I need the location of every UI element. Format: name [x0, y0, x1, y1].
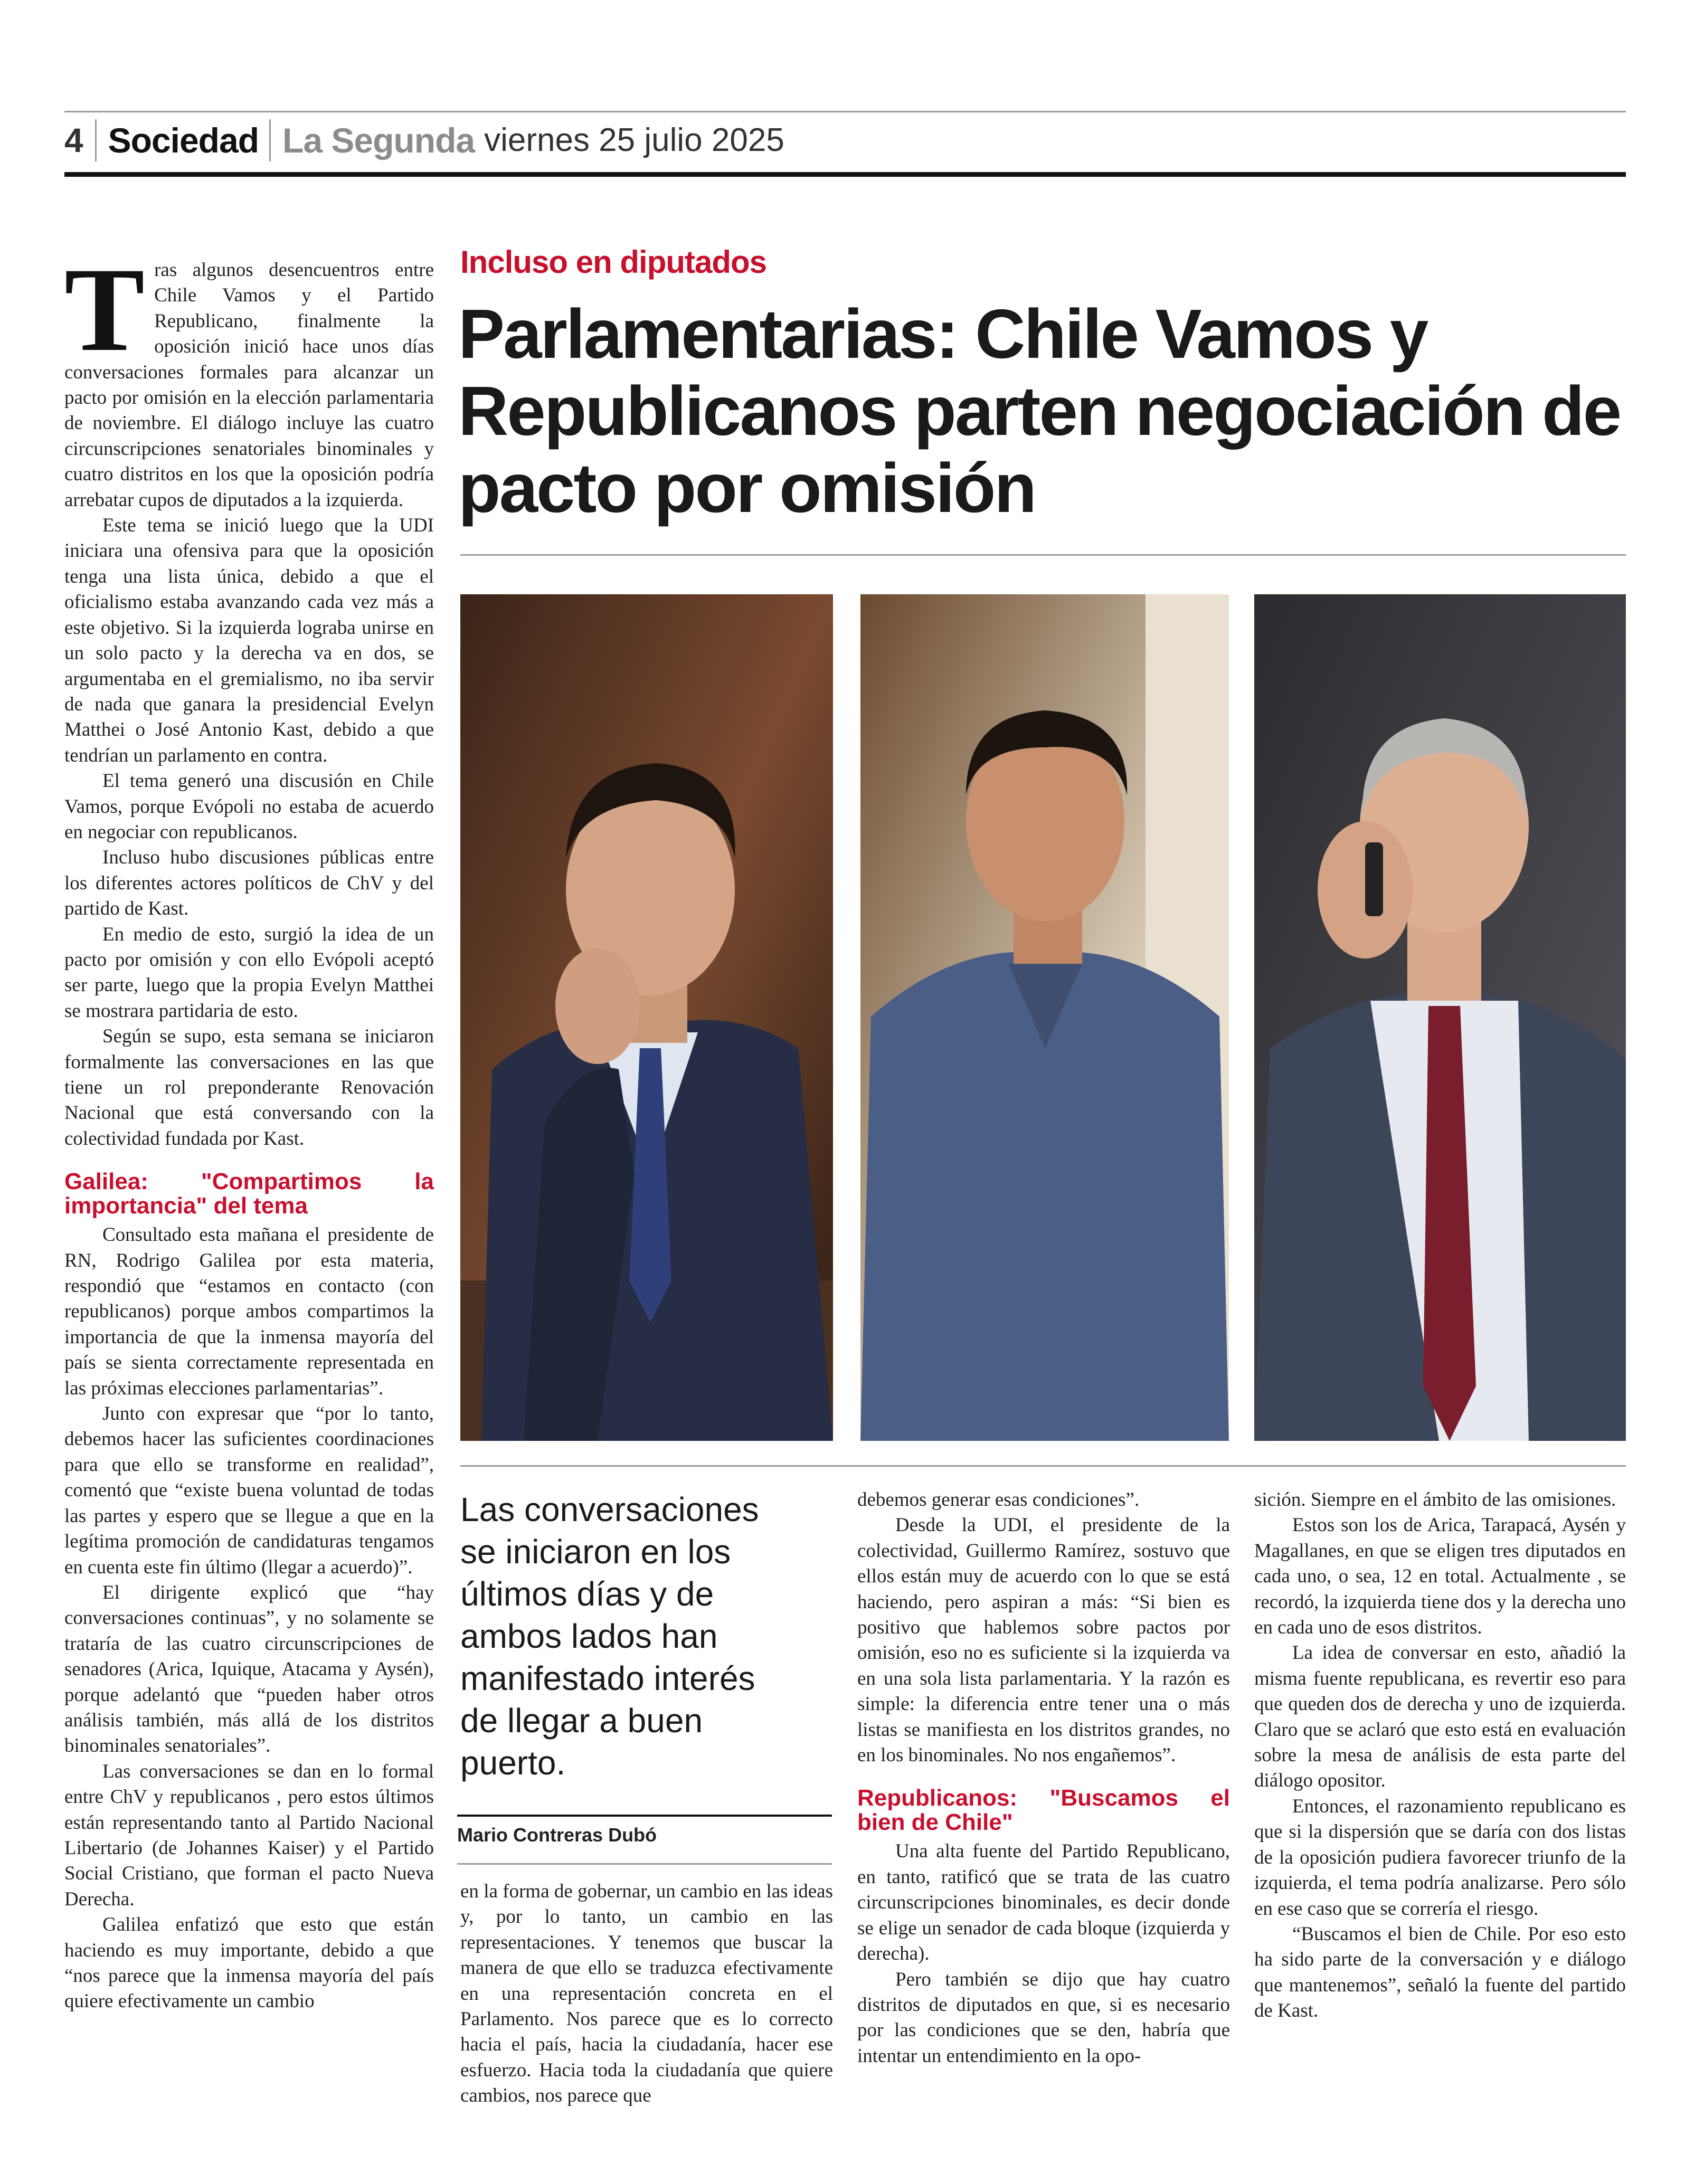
paragraph: Estos son los de Arica, Tarapacá, Aysén y Magallanes, en que se eligen tres diputados en cada uno, o sea, 12 en total. Actualmente , se recordó, la izquierda tiene dos y la derecha uno en cada uno de esos distritos. — [1254, 1514, 1626, 1639]
photo-galilea — [460, 594, 833, 1441]
paragraph: “Buscamos el bien de Chile. Por eso esto ha sido parte de la conversación y e diálogo que mantenemos”, señaló la fuente del partido de Kast. — [1254, 1923, 1626, 2022]
paragraph: El tema generó una discusión en Chile Vamos, porque Evópoli no estaba de acuerdo en negociar con republicanos. — [64, 770, 434, 843]
photo-ramirez — [860, 594, 1229, 1441]
paragraph: Las conversaciones se dan en lo formal entre ChV y republicanos , pero estos últimos están representando tanto al Partido Nacional Libertario (de Johannes Kaiser) y el Partido Social Cristiano, que forman el pacto Nueva Derecha. — [64, 1760, 434, 1910]
photo-bottom-rule — [460, 1465, 1626, 1467]
paragraph: en la forma de gobernar, un cambio en las ideas y, por lo tanto, un cambio en las representaciones. Y tenemos que buscar la manera de que ello se traduzca efectivamente en una representación concreta en el Parlamento. Nos parece que es lo correcto hacia el país, hacia la ciudadanía, hacer ese esfuerzo. Hacia toda la ciudadanía que quiere cambios, nos parece que — [460, 1881, 833, 2107]
byline: Mario Contreras Dubó — [457, 1824, 657, 1846]
publication-date: viernes 25 julio 2025 — [484, 122, 784, 158]
paragraph: La idea de conversar en esto, añadió la misma fuente republicana, es revertir eso para que queden dos de derecha y uno de izquierda. Claro que se aclaró que esto está en evaluación sobre la mesa de análisis de esta parte del diálogo opositor. — [1254, 1642, 1626, 1792]
paragraph: Este tema se inició luego que la UDI iniciara una ofensiva para que la oposición tenga una lista única, debido a que el oficialismo estaba avanzando cada vez más a este objetivo. Si la izquierda lograba unirse en un solo pacto y la derecha va en dos, se argumentaba en el gremialismo, no iba servir de nada que ganara la presidencial Evelyn Matthei o José Antonio Kast, debido a que tendrían un parlamento en contra. — [64, 515, 434, 766]
byline-rule — [457, 1815, 832, 1817]
paragraph: sición. Siempre en el ámbito de las omisiones. — [1254, 1489, 1616, 1511]
article-column-1 — [64, 243, 434, 2015]
pull-quote: Las conversaciones se iniciaron en los últimos días y de ambos lados han manifestado interés de llegar a buen puerto. — [460, 1490, 759, 1782]
subheading-republicanos: Republicanos: "Buscamos el bien de Chile" — [857, 1785, 1230, 1836]
paragraph: Desde la UDI, el presidente de la colectividad, Guillermo Ramírez, sostuvo que ellos están muy de acuerdo con lo que se está haciendo, pero aspiran a más: “Si bien es positivo que hablemos sobre pactos por omisión, eso no es suficiente si la izquierda va en una sola lista parlamentaria. Y la razón es simple: la diferencia entre tener una o más listas se manifiesta en los distritos grandes, no en los binominales. No nos engañemos”. — [857, 1514, 1230, 1767]
paragraph: Según se supo, esta semana se iniciaron formalmente las conversaciones en las que tiene un rol preponderante Renovación Nacional que está conversando con la colectividad fundada por Kast. — [64, 1025, 434, 1150]
headline: Parlamentarias: Chile Vamos y Republicanos parten negociación de pacto por omisión — [458, 295, 1621, 527]
paragraph: Consultado esta mañana el presidente de RN, Rodrigo Galilea por esta materia, respondió que “estamos en contacto (con republicanos) porque ambos compartimos la importancia de que la inmensa mayoría del país se sienta correctamente representada en las próximas elecciones parlamentarias”. — [64, 1224, 434, 1399]
article-column-2 — [460, 1879, 833, 2109]
article-column-4 — [1254, 1487, 1626, 2024]
headline-rule — [460, 554, 1626, 556]
page-number: 4 — [64, 119, 97, 162]
lead-paragraph: Tras algunos desencuentros entre Chile Vamos y el Partido Republicano, finalmente la oposición inició hace unos días conversaciones formales para alcanzar un pacto por omisión en la elección parlamentaria de noviembre. El diálogo incluye las cuatro circunscripciones senatoriales binominales y cuatro distritos en los que la oposición podría arrebatar cupos de diputados a la izquierda. — [64, 243, 434, 511]
paragraph: En medio de esto, surgió la idea de un pacto por omisión y con ello Evópoli aceptó ser parte, luego que la propia Evelyn Matthei se mostrara partidaria de esto. — [64, 923, 434, 1022]
paragraph: Una alta fuente del Partido Republicano, en tanto, ratificó que se trata de las cuatro circunscripciones binominales, es decir donde se elige un senador de cada bloque (izquierda y derecha). — [857, 1840, 1230, 1965]
paragraph: Pero también se dijo que hay cuatro distritos de diputados en que, si es necesario por las condiciones que se den, habría que intentar un entendimiento en la opo- — [857, 1968, 1230, 2067]
newspaper-name: La Segunda — [282, 121, 475, 160]
header-top-rule — [64, 111, 1626, 112]
header-bottom-bar — [64, 172, 1626, 177]
paragraph: debemos generar esas condiciones”. — [857, 1489, 1140, 1511]
drop-cap: T — [64, 243, 145, 376]
paragraph: El dirigente explicó que “hay conversaciones continuas”, y no solamente se trataría de las cuatro circunscripciones de senadores (Arica, Iquique, Atacama y Aysén), porque adelantó que “pueden haber otros análisis también, más allá de los distritos binominales senatoriales”. — [64, 1581, 434, 1757]
subheading-galilea: Galilea: "Compartimos la importancia" del tema — [64, 1169, 434, 1219]
kicker: Incluso en diputados — [460, 244, 767, 280]
photo-republican-source — [1254, 594, 1626, 1441]
paragraph: Entonces, el razonamiento republicano es que si la dispersión que se daría con dos listas de la oposición pudiera favorecer triunfo de la izquierda, el tema podría analizarse. Pero sólo en ese caso que se correría el riesgo. — [1254, 1795, 1626, 1920]
byline-bottom-rule — [457, 1863, 832, 1865]
article-column-3 — [857, 1487, 1230, 2069]
section-name: Sociedad — [97, 119, 271, 162]
paragraph: Galilea enfatizó que esto que están haciendo es muy importante, debido a que “nos parece que la inmensa mayoría del país quiere efectivamente un cambio — [64, 1914, 434, 2012]
paragraph: Junto con expresar que “por lo tanto, debemos hacer las suficientes coordinaciones para que ello se transforme en realidad”, comentó que “existe buena voluntad de todas las partes y espero que se llegue a que en la legítima promoción de candidaturas tengamos en cuenta este fin último (llegar a acuerdo)”. — [64, 1403, 434, 1578]
paragraph: Incluso hubo discusiones públicas entre los diferentes actores políticos de ChV y del partido de Kast. — [64, 847, 434, 920]
page-header — [64, 117, 1626, 164]
